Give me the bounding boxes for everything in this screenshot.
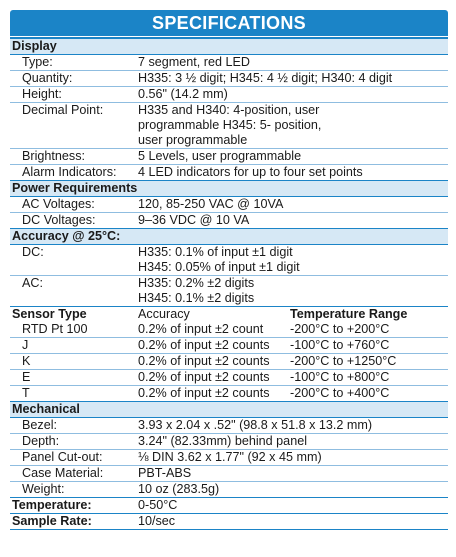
power-row-value: [134, 197, 448, 212]
sensor-row-range: -200°C to +200°C: [290, 322, 390, 336]
section-display-heading: Display: [10, 38, 448, 55]
sensor-row-accuracy: 0.2% of input ±2 counts: [138, 338, 270, 352]
power-row: [10, 213, 448, 228]
display-row-value: [134, 55, 448, 70]
display-row-value: [134, 87, 448, 102]
temperature-row: [10, 497, 448, 513]
display-row-label: Height:: [22, 87, 62, 101]
display-row: [10, 165, 448, 180]
display-row-value-line: 0.56" (14.2 mm): [138, 87, 228, 101]
sensor-accuracy-heading: Accuracy: [138, 307, 190, 321]
mechanical-row: [10, 450, 448, 466]
mechanical-row: [10, 482, 448, 497]
sensor-row-range: -100°C to +760°C: [290, 338, 390, 352]
display-row-label: Brightness:: [22, 149, 85, 163]
display-row-value-line: H335 and H340: 4-position, user: [138, 103, 320, 117]
mechanical-row-label: Case Material:: [22, 466, 104, 480]
mechanical-row: [10, 466, 448, 482]
accuracy-row-value-line: H335: 0.1% of input ±1 digit: [138, 245, 293, 259]
display-row-value: [134, 149, 448, 164]
mechanical-row: [10, 418, 448, 434]
sensor-row-label: J: [22, 338, 29, 352]
display-row-label: Alarm Indicators:: [22, 165, 117, 179]
sensor-row: [10, 338, 448, 354]
display-row: [10, 103, 448, 149]
temperature-value: 0-50°C: [138, 498, 178, 512]
sensor-row-range: -200°C to +400°C: [290, 386, 390, 400]
accuracy-row: [10, 245, 448, 276]
sensor-row-label: RTD Pt 100: [22, 322, 88, 336]
sensor-row-accuracy: 0.2% of input ±2 counts: [138, 386, 270, 400]
display-row-value-line: user programmable: [138, 133, 248, 147]
section-accuracy-rows: [10, 245, 448, 306]
mechanical-row-label: Depth:: [22, 434, 60, 448]
sensor-row-label: K: [22, 354, 31, 368]
mechanical-row-value-line: PBT-ABS: [138, 466, 192, 480]
sensor-row-label: T: [22, 386, 30, 400]
sample-rate-row: [10, 513, 448, 530]
power-row-value-line: 9–36 VDC @ 10 VA: [138, 213, 250, 227]
section-mechanical-heading: Mechanical: [10, 401, 448, 418]
spec-table: [10, 37, 448, 530]
sensor-row-accuracy: 0.2% of input ±2 counts: [138, 370, 270, 384]
accuracy-row-value: [134, 276, 448, 306]
display-row-value: [134, 103, 448, 148]
display-row: [10, 149, 448, 165]
display-row: [10, 55, 448, 71]
mechanical-row-value-line: 3.93 x 2.04 x .52" (98.8 x 51.8 x 13.2 mm): [138, 418, 373, 432]
accuracy-row-value-line: H345: 0.05% of input ±1 digit: [138, 260, 300, 274]
power-row-value-line: 120, 85-250 VAC @ 10VA: [138, 197, 284, 211]
page-title: SPECIFICATIONS: [10, 10, 448, 36]
power-row-value: [134, 213, 448, 228]
section-power-rows: [10, 197, 448, 228]
mechanical-row-label: Weight:: [22, 482, 65, 496]
power-row: [10, 197, 448, 213]
sensor-row-accuracy: 0.2% of input ±2 count: [138, 322, 264, 336]
sensor-row-accuracy: 0.2% of input ±2 counts: [138, 354, 270, 368]
accuracy-row: [10, 276, 448, 306]
display-row-label: Quantity:: [22, 71, 73, 85]
section-accuracy-heading: Accuracy @ 25°C:: [10, 228, 448, 245]
section-display-rows: [10, 55, 448, 180]
sensor-row-label: E: [22, 370, 31, 384]
display-row-label: Type:: [22, 55, 53, 69]
display-row-value-line: 4 LED indicators for up to four set points: [138, 165, 363, 179]
accuracy-row-value: [134, 245, 448, 275]
mechanical-row-value: [134, 450, 448, 465]
mechanical-row-value: [134, 466, 448, 481]
section-power-heading: Power Requirements: [10, 180, 448, 197]
accuracy-row-label: DC:: [22, 245, 44, 259]
display-row-value: [134, 71, 448, 86]
display-row-value-line: 5 Levels, user programmable: [138, 149, 302, 163]
section-mechanical-rows: [10, 418, 448, 497]
mechanical-row: [10, 434, 448, 450]
sensor-row: [10, 370, 448, 386]
sample-rate-value: 10/sec: [138, 514, 176, 528]
sensor-row: [10, 354, 448, 370]
sample-rate-label: Sample Rate:: [12, 514, 92, 528]
accuracy-row-label: AC:: [22, 276, 43, 290]
display-row: [10, 71, 448, 87]
mechanical-row-value-line: 3.24" (82.33mm) behind panel: [138, 434, 307, 448]
power-row-label: AC Voltages:: [22, 197, 95, 211]
display-row-value: [134, 165, 448, 180]
sensor-row-range: -100°C to +800°C: [290, 370, 390, 384]
sensor-row: [10, 386, 448, 401]
sensor-row-range: -200°C to +1250°C: [290, 354, 397, 368]
sensor-header-row: [10, 306, 448, 322]
sensor-row: [10, 322, 448, 338]
accuracy-row-value-line: H335: 0.2% ±2 digits: [138, 276, 255, 290]
temperature-label: Temperature:: [12, 498, 92, 512]
sensor-rows: [10, 322, 448, 401]
display-row-value-line: H335: 3 ½ digit; H345: 4 ½ digit; H340: 4 digit: [138, 71, 393, 85]
display-row-label: Decimal Point:: [22, 103, 104, 117]
mechanical-row-value-line: 10 oz (283.5g): [138, 482, 220, 496]
mechanical-row-value: [134, 434, 448, 449]
power-row-label: DC Voltages:: [22, 213, 96, 227]
accuracy-row-value-line: H345: 0.1% ±2 digits: [138, 291, 255, 305]
mechanical-row-value: [134, 418, 448, 433]
sensor-heading: Sensor Type: [12, 307, 87, 321]
mechanical-row-value: [134, 482, 448, 497]
display-row: [10, 87, 448, 103]
mechanical-row-value-line: ⅛ DIN 3.62 x 1.77" (92 x 45 mm): [138, 450, 322, 464]
mechanical-row-label: Bezel:: [22, 418, 58, 432]
mechanical-row-label: Panel Cut-out:: [22, 450, 103, 464]
display-row-value-line: programmable H345: 5- position,: [138, 118, 322, 132]
display-row-value-line: 7 segment, red LED: [138, 55, 251, 69]
sensor-range-heading: Temperature Range: [290, 307, 408, 321]
